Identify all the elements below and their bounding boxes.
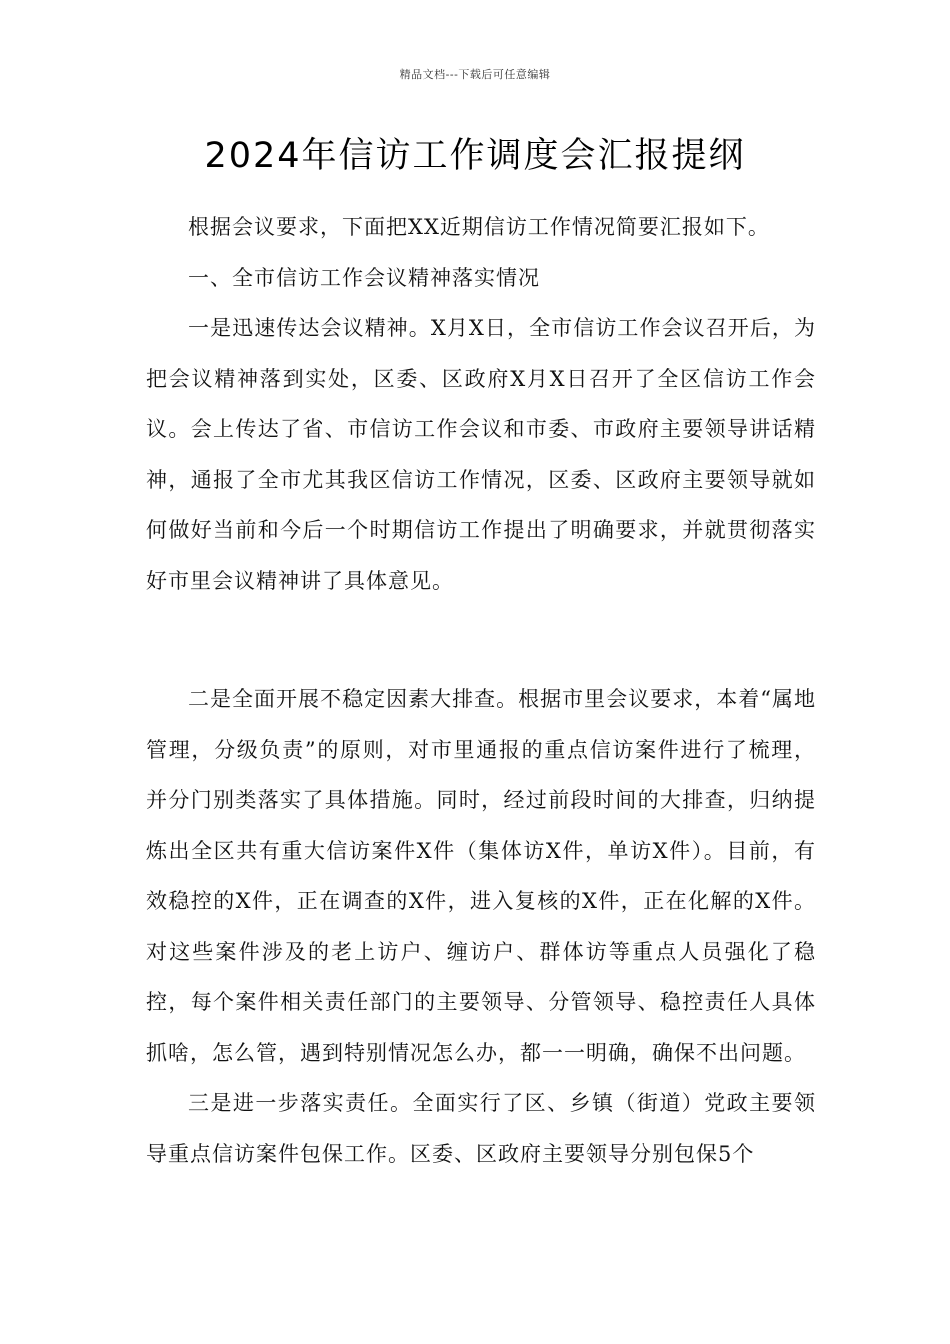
document-title: 2024年信访工作调度会汇报提纲 [204,136,746,176]
document-body-section-2 [146,674,816,1179]
paragraph-item-2: 二是全面开展不稳定因素大排查。根据市里会议要求，本着“属地管理，分级负责”的原则，对市里通报的重点信访案件进行了梳理，并分门别类落实了具体措施。同时，经过前段时间的大排查，归纳提炼出全区共有重大信访案件X件（集体访X件，单访X件）。目前，有效稳控的X件，正在调查的X件，进入复核的X件，正在化解的X件。对这些案件涉及的老上访户、缠访户、群体访等重点人员强化了稳控，每个案件相关责任部门的主要领导、分管领导、稳控责任人具体抓啥，怎么管，遇到特别情况怎么办，都一一明确，确保不出问题。 [146,687,816,1065]
document-header-note: 精品文档---下载后可任意编辑 [399,68,551,81]
intro-paragraph: 根据会议要求，下面把XX近期信访工作情况简要汇报如下。 [188,215,770,239]
paragraph-item-3: 三是进一步落实责任。全面实行了区、乡镇（街道）党政主要领导重点信访案件包保工作。区委、区政府主要领导分别包保5个 [146,1091,816,1166]
section-heading-1: 一、全市信访工作会议精神落实情况 [188,265,540,290]
paragraph-item-1: 一是迅速传达会议精神。X月X日，全市信访工作会议召开后，为把会议精神落到实处，区委、区政府X月X日召开了全区信访工作会议。会上传达了省、市信访工作会议和市委、市政府主要领导讲话精神，通报了全市尤其我区信访工作情况，区委、区政府主要领导就如何做好当前和今后一个时期信访工作提出了明确要求，并就贯彻落实好市里会议精神讲了具体意见。 [146,316,816,593]
document-body-section-1 [146,202,816,606]
